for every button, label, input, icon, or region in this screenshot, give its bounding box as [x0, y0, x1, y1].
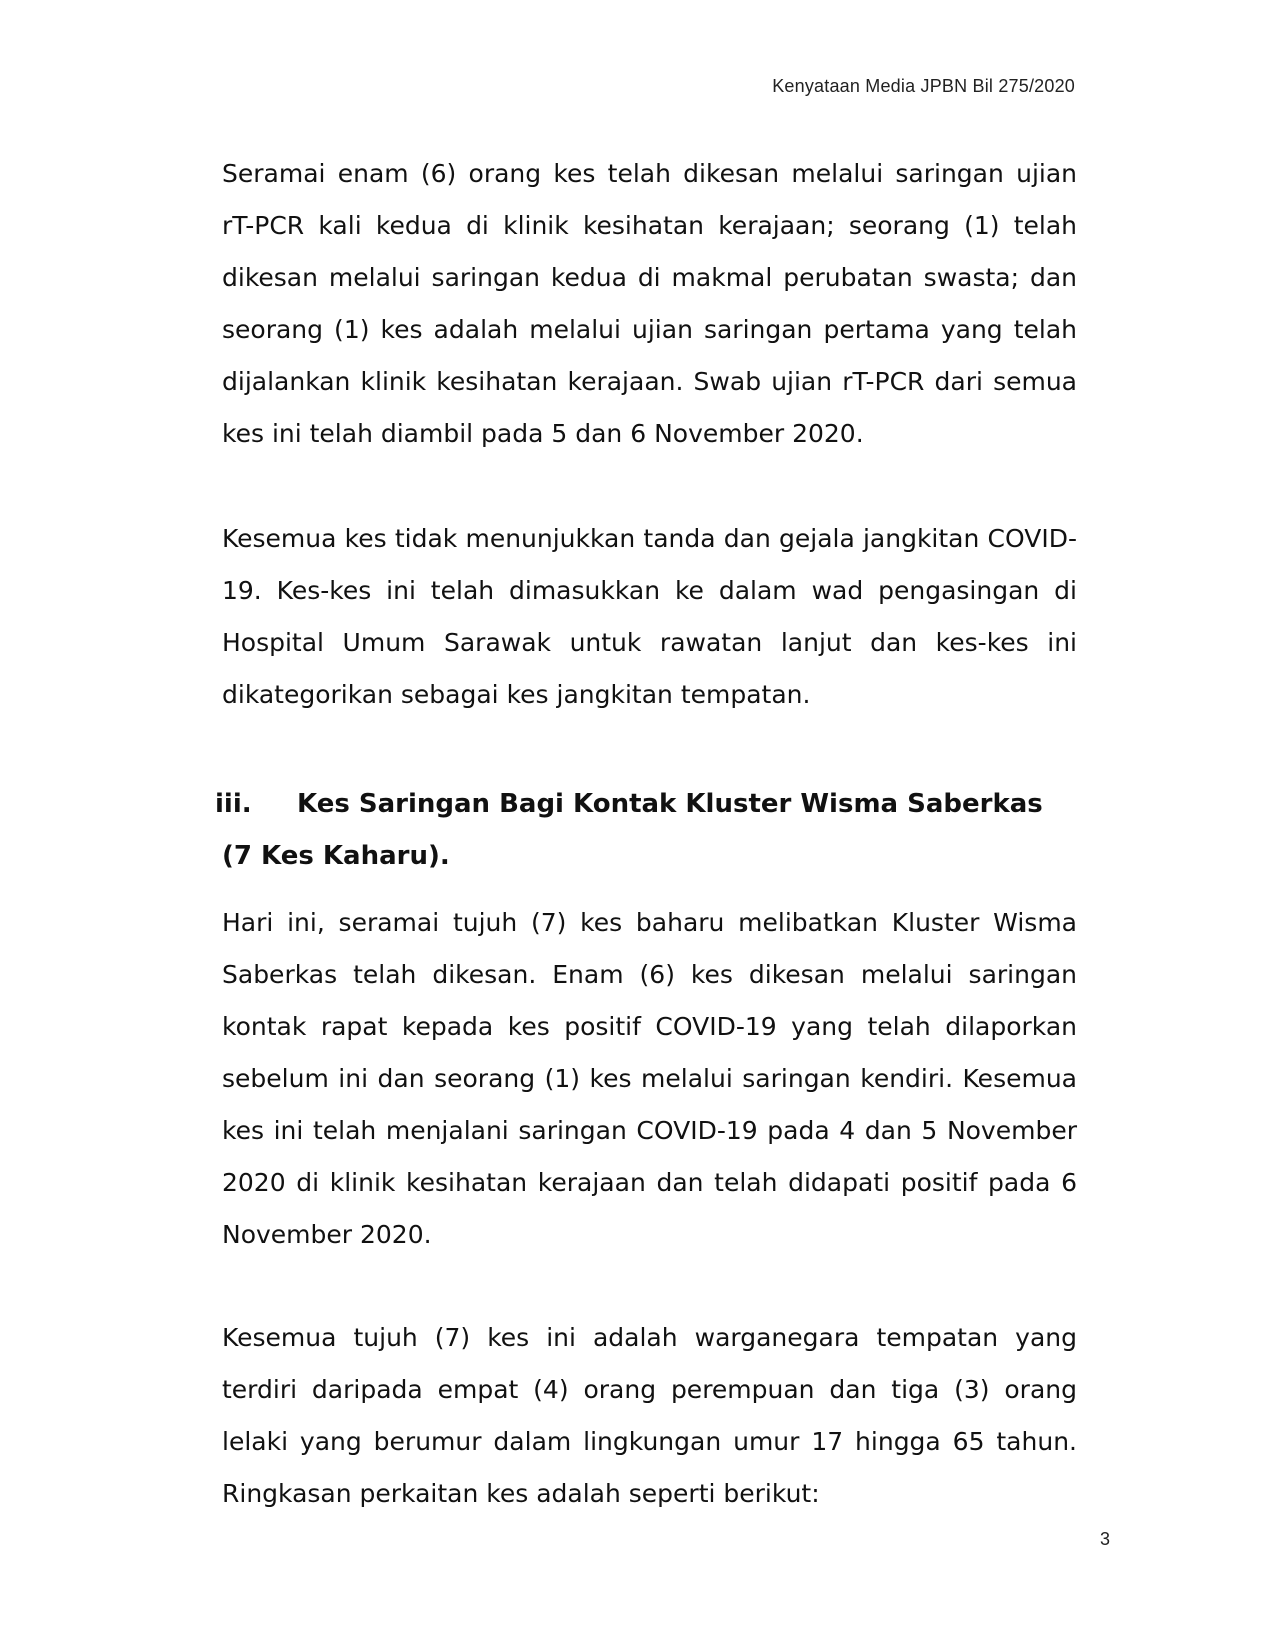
paragraph-asymptomatic-cases: Kesemua kes tidak menunjukkan tanda dan gejala jangkitan COVID-19. Kes-kes ini telah dimasukkan ke dalam wad pengasingan di Hospital Umum Sarawak untuk rawatan lanjut dan kes-kes ini dikategorikan sebagai kes jangkitan tempatan. — [222, 524, 1077, 709]
section-number: iii. — [215, 789, 252, 819]
paragraph-new-cluster-cases: Hari ini, seramai tujuh (7) kes baharu melibatkan Kluster Wisma Saberkas telah dikesan. Enam (6) kes dikesan melalui saringan kontak rapat kepada kes positif COVID-19 yang telah dilaporkan sebelum ini dan seorang (1) kes melalui saringan kendiri. Kesemua kes ini telah menjalani saringan COVID-19 pada 4 dan 5 November 2020 di klinik kesihatan kerajaan dan telah didapati positif pada 6 November 2020. — [222, 908, 1077, 1249]
document-reference-header: Kenyataan Media JPBN Bil 275/2020 — [772, 76, 1075, 96]
paragraph-case-demographics: Kesemua tujuh (7) kes ini adalah warganegara tempatan yang terdiri daripada empat (4) orang perempuan dan tiga (3) orang lelaki yang berumur dalam lingkungan umur 17 hingga 65 tahun. Ringkasan perkaitan kes adalah seperti berikut: — [222, 1323, 1077, 1508]
page-number: 3 — [1099, 1529, 1110, 1549]
section-heading: Kes Saringan Bagi Kontak Kluster Wisma Saberkas (7 Kes Kaharu). — [222, 789, 1043, 871]
paragraph-swab-testing: Seramai enam (6) orang kes telah dikesan melalui saringan ujian rT-PCR kali kedua di klinik kesihatan kerajaan; seorang (1) telah dikesan melalui saringan kedua di makmal perubatan swasta; dan seorang (1) kes adalah melalui ujian saringan pertama yang telah dijalankan klinik kesihatan kerajaan. Swab ujian rT-PCR dari semua kes ini telah diambil pada 5 dan 6 November 2020. — [222, 159, 1077, 448]
